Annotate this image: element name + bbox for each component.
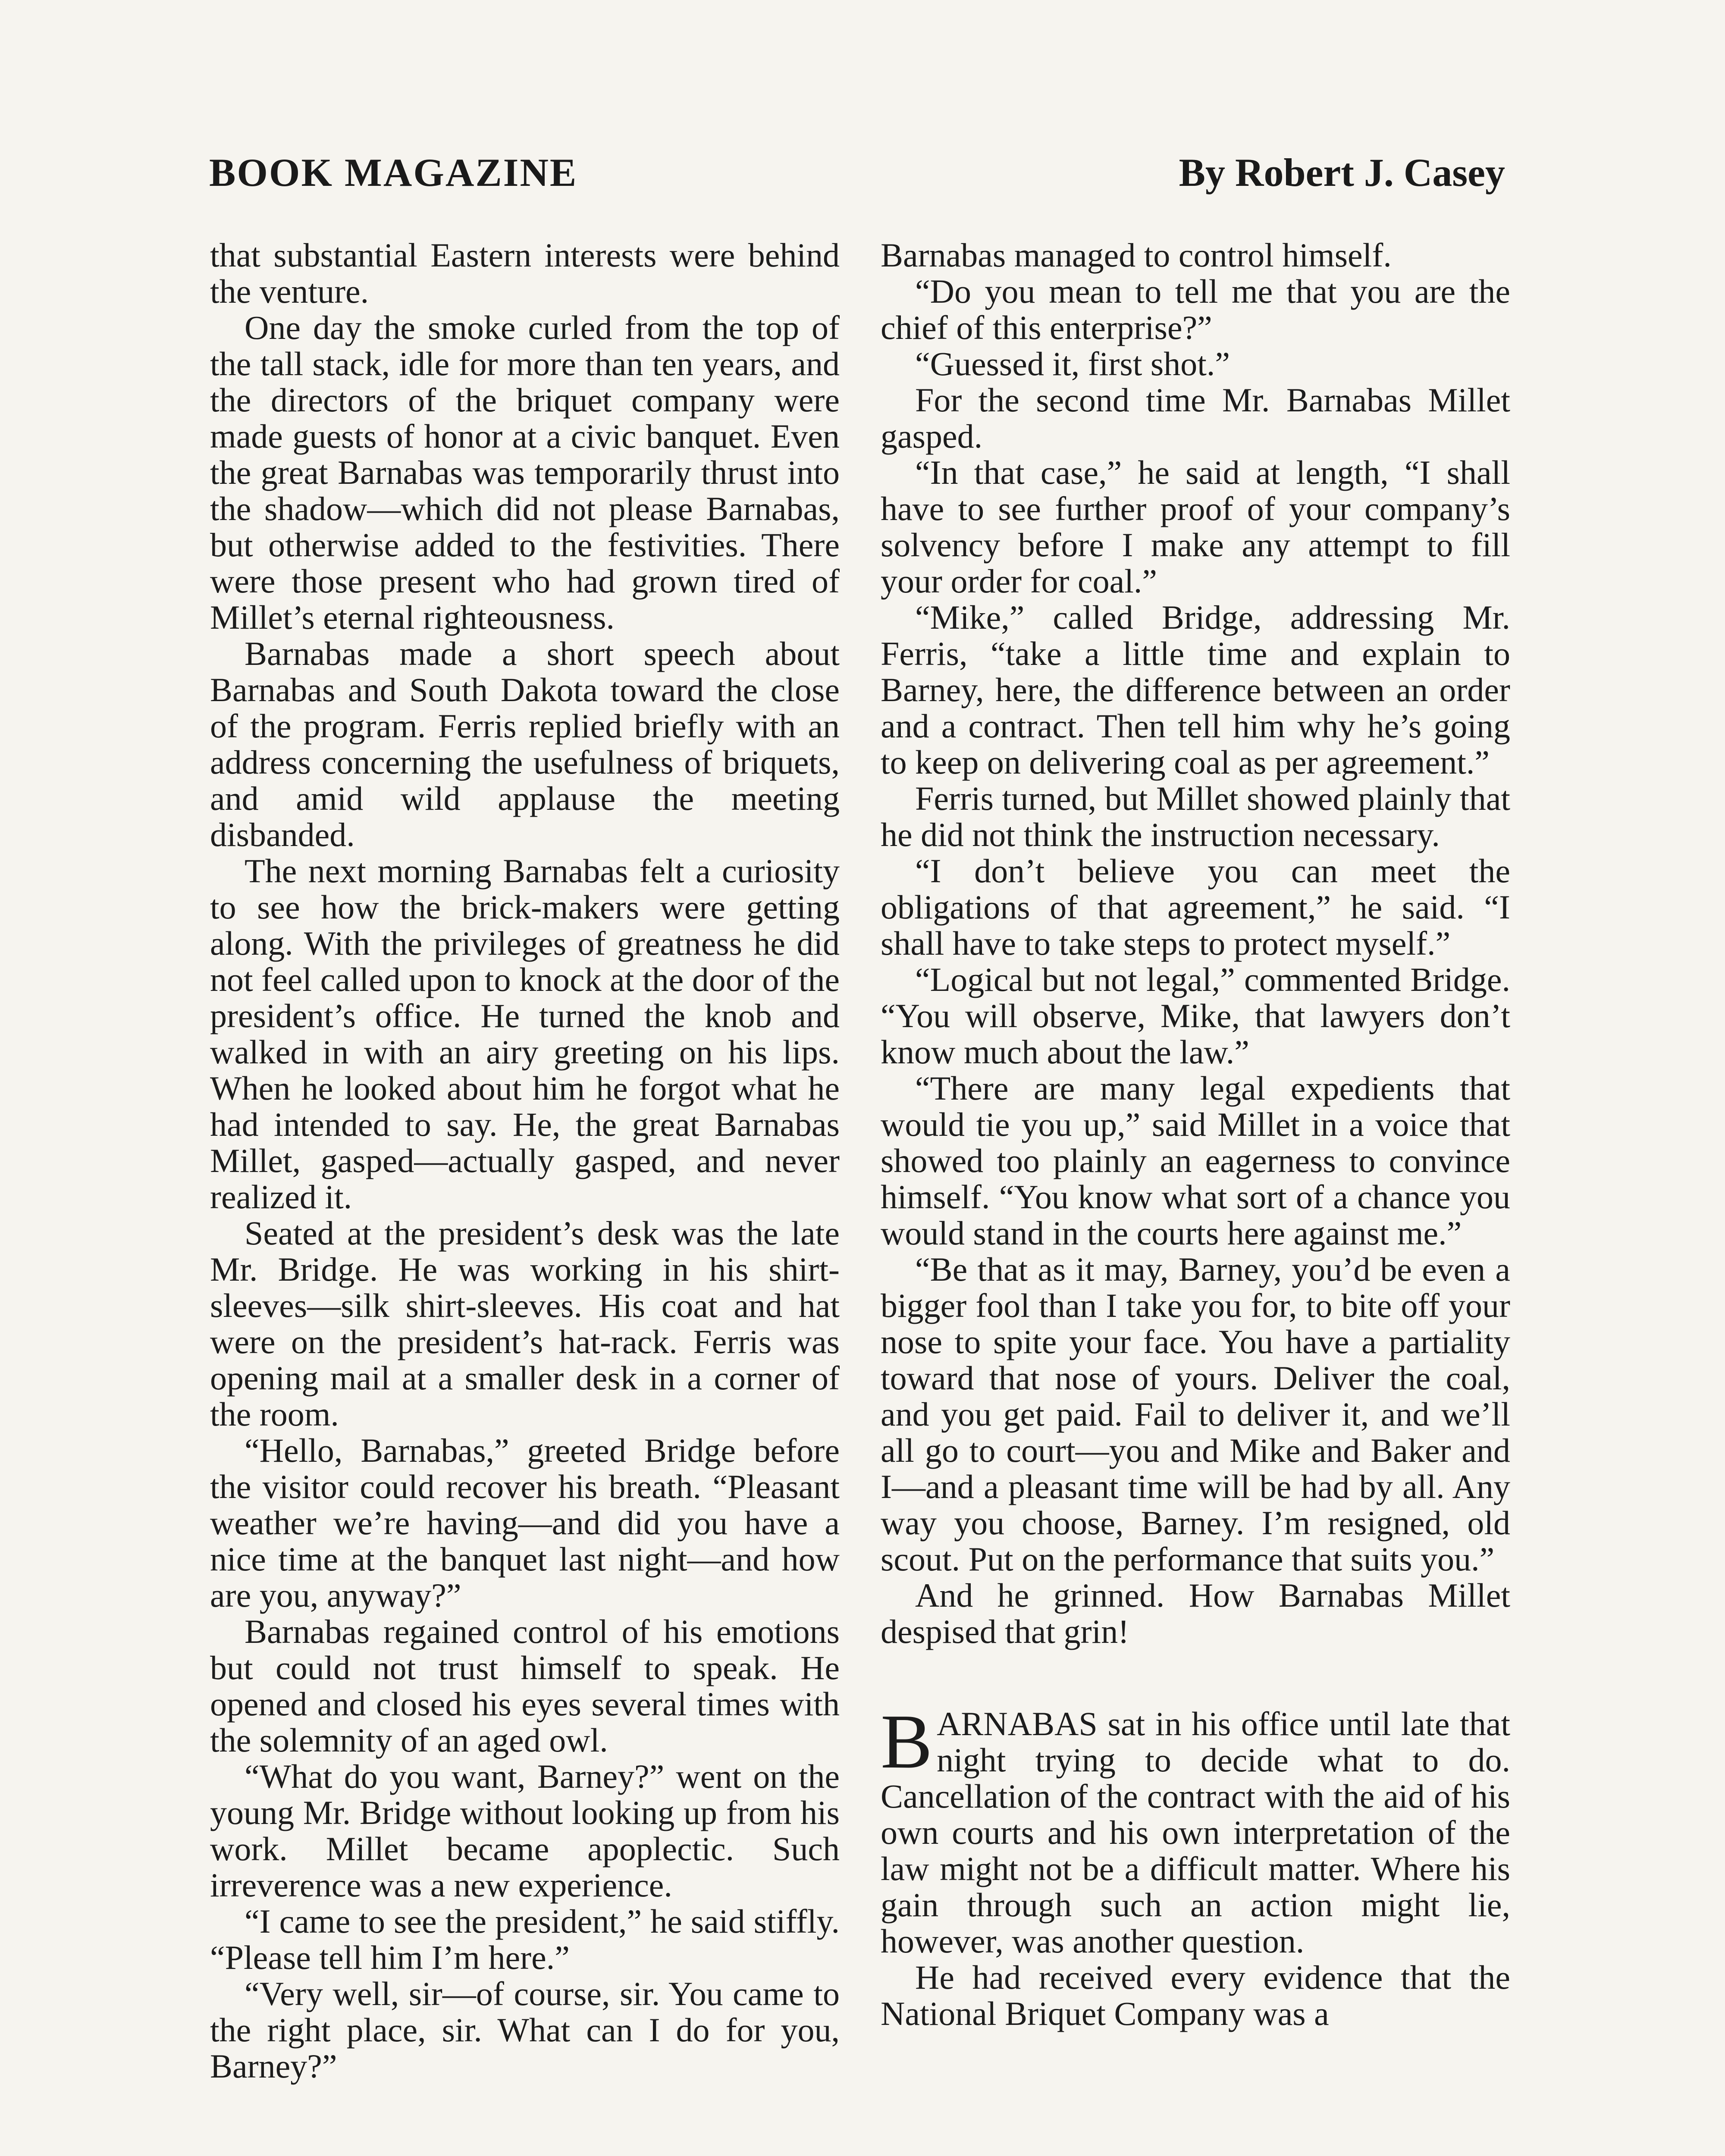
paragraph: Barnabas made a short speech about Barnabas and South Dakota toward the close of the program. Ferris replied briefly with an address concerning the usefulness of briquets, and amid wild applause the meeting disbanded. <box>210 635 840 853</box>
paragraph: One day the smoke curled from the top of the tall stack, idle for more than ten years, and the directors of the briquet company were made guests of honor at a civic banquet. Even the great Barnabas was temporarily thrust into the shadow—which did not please Barnabas, but otherwise added to the festivities. There were those present who had grown tired of Millet’s eternal righteousness. <box>210 309 840 636</box>
running-header <box>0 147 1725 207</box>
paragraph: “I don’t believe you can meet the obligations of that agreement,” he said. “I shall have to take steps to protect myself.” <box>881 852 1510 962</box>
right-column <box>881 237 1510 2032</box>
paragraph: “Very well, sir—of course, sir. You came to the right place, sir. What can I do for you, Barney?” <box>210 1975 840 2085</box>
section-break <box>881 1650 1510 1706</box>
paragraph: “Be that as it may, Barney, you’d be even a bigger fool than I take you for, to bite off your nose to spite your face. You have a partiality toward that nose of yours. Deliver the coal, and you get paid. Fail to deliver it, and we’ll all go to court—you and Mike and Baker and I—and a pleasant time will be had by all. Any way you choose, Barney. I’m resigned, old scout. Put on the performance that suits you.” <box>881 1250 1510 1578</box>
paragraph: The next morning Barnabas felt a curiosity to see how the brick-makers were getting along. With the privileges of greatness he did not feel called upon to knock at the door of the president’s office. He turned the knob and walked in with an airy greeting on his lips. When he looked about him he forgot what he had intended to say. He, the great Barnabas Millet, gasped—actually gasped, and never realized it. <box>210 852 840 1216</box>
paragraph: “Mike,” called Bridge, addressing Mr. Ferris, “take a little time and explain to Barney, here, the difference between an order and a contract. Then tell him why he’s going to keep on delivering coal as per agreement.” <box>881 599 1510 781</box>
author-byline: By Robert J. Casey <box>1179 150 1505 194</box>
paragraph: “What do you want, Barney?” went on the young Mr. Bridge without looking up from his work. Millet became apoplectic. Such irreverence was a new experience. <box>210 1758 840 1904</box>
paragraph: He had received every evidence that the National Briquet Company was a <box>881 1959 1510 2032</box>
paragraph: “Logical but not legal,” commented Bridge. “You will observe, Mike, that lawyers don’t know much about the law.” <box>881 961 1510 1071</box>
paragraph: Barnabas regained control of his emotions but could not trust himself to speak. He opened and closed his eyes several times with the solemnity of an aged owl. <box>210 1613 840 1759</box>
paragraph: “I came to see the president,” he said stiffly. “Please tell him I’m here.” <box>210 1902 840 1976</box>
paragraph: For the second time Mr. Barnabas Millet gasped. <box>881 381 1510 455</box>
paragraph: “Hello, Barnabas,” greeted Bridge before the visitor could recover his breath. “Pleasant weather we’re having—and did you have a nice time at the banquet last night—and how are you, anyway?” <box>210 1432 840 1614</box>
left-column <box>210 237 840 2084</box>
paragraph: Ferris turned, but Millet showed plainly that he did not think the instruction necessary. <box>881 780 1510 853</box>
paragraph-text: ARNABAS sat in his office until late that night trying to decide what to do. Cancellation of the contract with the aid of his own courts and his own interpretation of the law might not be a difficult matter. Where his gain through such an action might lie, however, was another question. <box>881 1705 1510 1960</box>
paragraph: And he grinned. How Barnabas Millet despised that grin! <box>881 1576 1510 1650</box>
section-opening-paragraph <box>881 1698 1510 1960</box>
paragraph: Seated at the president’s desk was the late Mr. Bridge. He was working in his shirt-sleeves—silk shirt-sleeves. His coat and hat were on the president’s hat-rack. Ferris was opening mail at a smaller desk in a corner of the room. <box>210 1214 840 1433</box>
paragraph: “Guessed it, first shot.” <box>915 345 1230 382</box>
paragraph: “Do you mean to tell me that you are the chief of this enterprise?” <box>881 273 1510 346</box>
magazine-title: BOOK MAGAZINE <box>209 150 578 194</box>
drop-cap-letter: B <box>881 1698 933 1784</box>
paragraph: “In that case,” he said at length, “I shall have to see further proof of your company’s solvency before I make any attempt to fill your order for coal.” <box>881 454 1510 600</box>
paragraph: “There are many legal expedients that would tie you up,” said Millet in a voice that showed too plainly an eagerness to convince himself. “You know what sort of a chance you would stand in the courts here against me.” <box>881 1069 1510 1252</box>
paragraph: Barnabas managed to control himself. <box>881 236 1392 274</box>
paragraph: that substantial Eastern interests were behind the venture. <box>210 236 840 310</box>
